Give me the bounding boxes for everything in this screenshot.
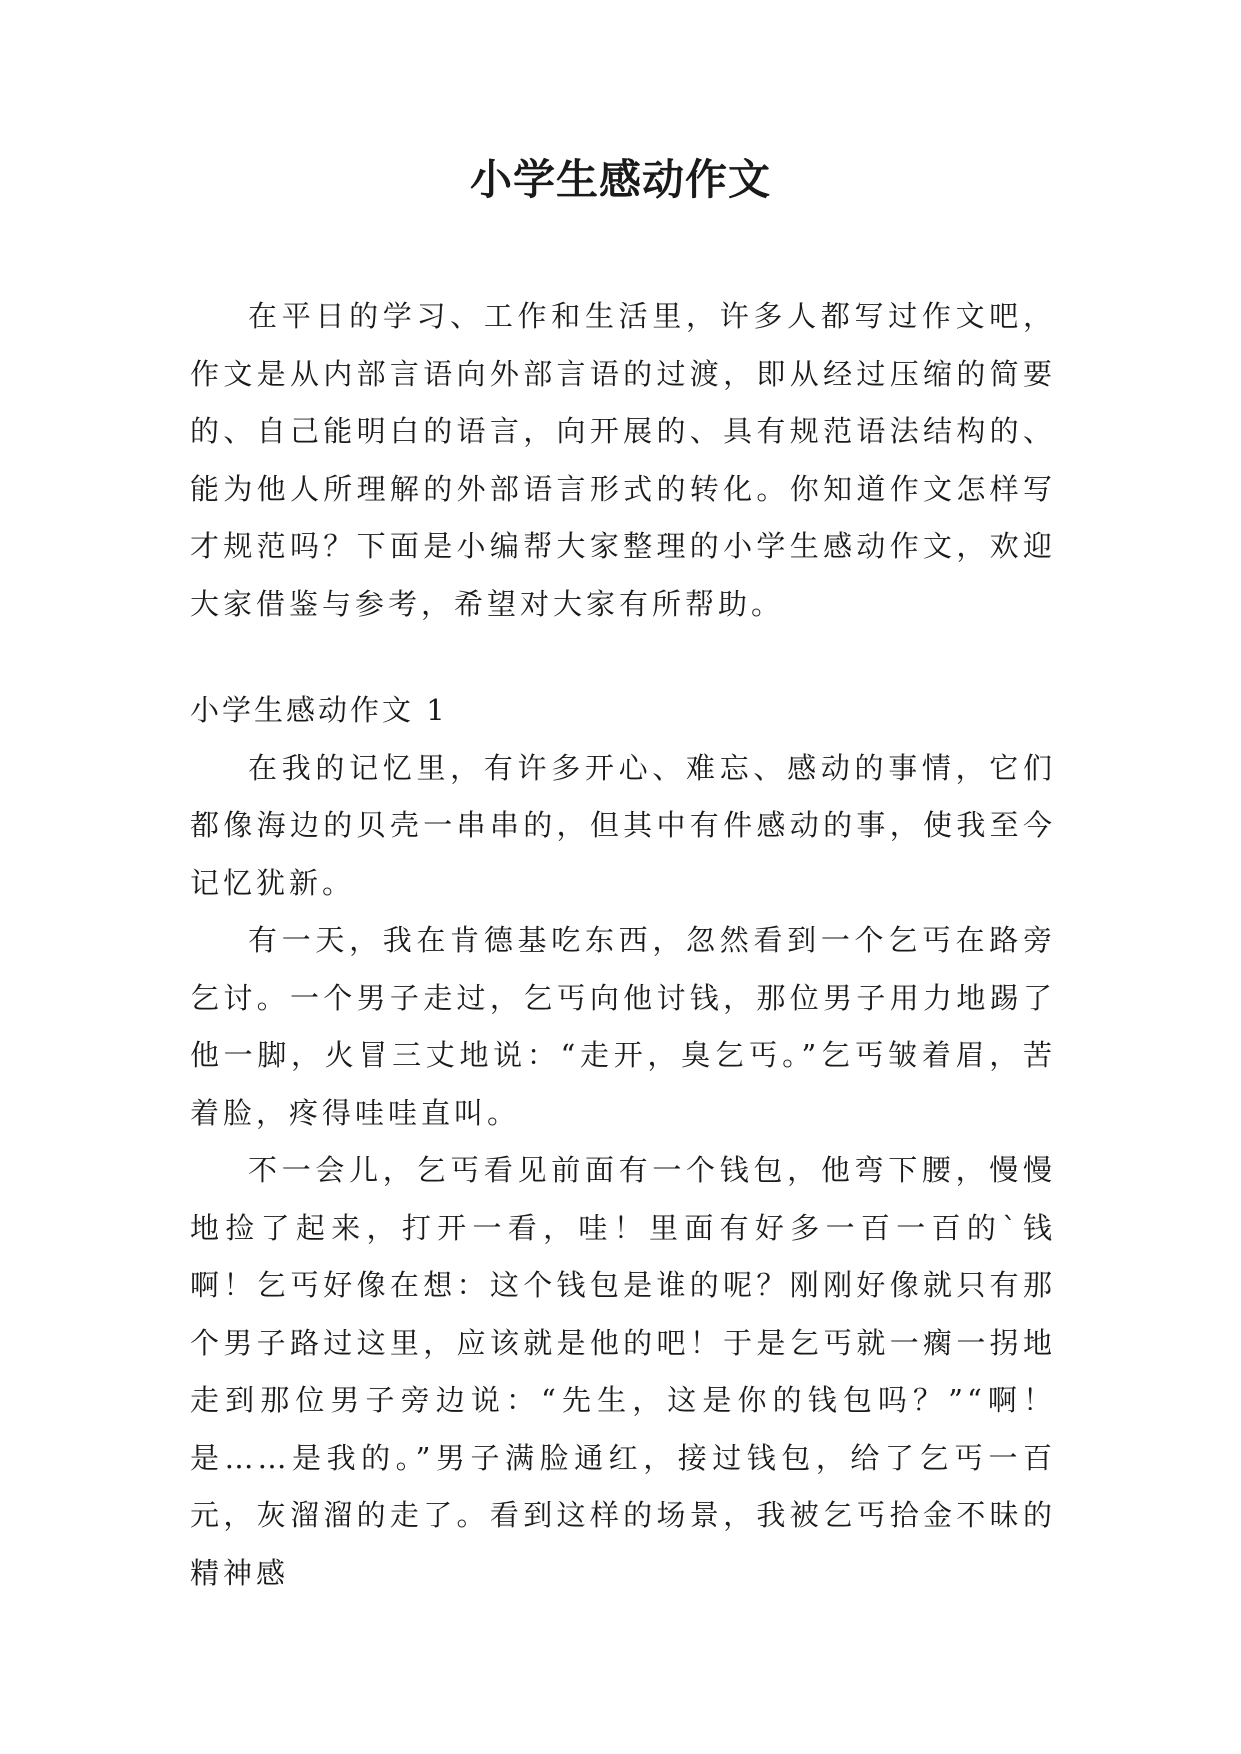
document-title: 小学生感动作文 [469,155,771,204]
document-body [190,288,1056,1602]
body-paragraph-3: 不一会儿，乞丐看见前面有一个钱包，他弯下腰，慢慢地捡了起来，打开一看，哇！里面有好多一百一百的`钱啊！乞丐好像在想：这个钱包是谁的呢？刚刚好像就只有那个男子路过这里，应该就是他的吧！于是乞丐就一瘸一拐地走到那位男子旁边说：“先生，这是你的钱包吗？”“啊！是……是我的。”男子满脸通红，接过钱包，给了乞丐一百元，灰溜溜的走了。看到这样的场景，我被乞丐拾金不昧的精神感 [190,1153,1056,1590]
section-heading: 小学生感动作文 1 [190,693,448,727]
body-paragraph-1: 在我的记忆里，有许多开心、难忘、感动的事情，它们都像海边的贝壳一串串的，但其中有件感动的事，使我至今记忆犹新。 [190,750,1056,900]
intro-paragraph: 在平日的学习、工作和生活里，许多人都写过作文吧，作文是从内部言语向外部言语的过渡，即从经过压缩的简要的、自己能明白的语言，向开展的、具有规范语法结构的、能为他人所理解的外部语言形式的转化。你知道作文怎样写才规范吗？下面是小编帮大家整理的小学生感动作文，欢迎大家借鉴与参考，希望对大家有所帮助。 [190,299,1056,621]
body-paragraph-2: 有一天，我在肯德基吃东西，忽然看到一个乞丐在路旁乞讨。一个男子走过，乞丐向他讨钱，那位男子用力地踢了他一脚，火冒三丈地说：“走开，臭乞丐。”乞丐皱着眉，苦着脸，疼得哇哇直叫。 [190,923,1056,1130]
